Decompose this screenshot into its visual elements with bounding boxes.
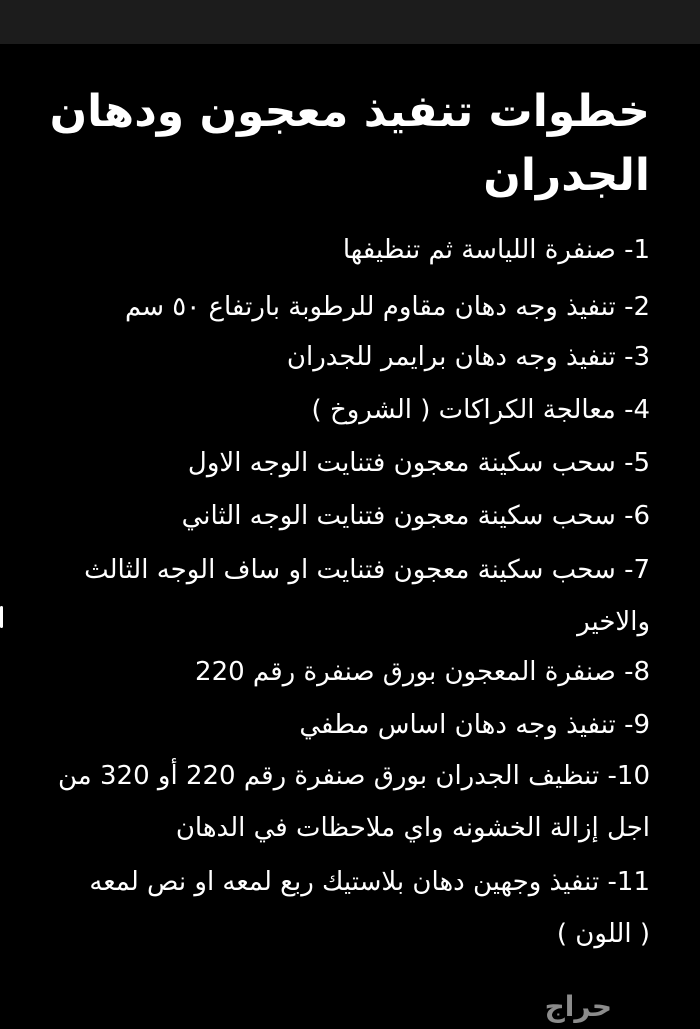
top-band bbox=[0, 0, 700, 44]
step-number: 7- bbox=[624, 555, 650, 585]
step-number: 3- bbox=[624, 342, 650, 372]
step-number: 8- bbox=[624, 657, 650, 687]
step-10-continuation: اجل إزالة الخشونه واي ملاحظات في الدهان bbox=[175, 813, 650, 843]
step-text: سحب سكينة معجون فتنايت الوجه الاول bbox=[187, 448, 616, 478]
step-11 bbox=[89, 866, 650, 898]
step-9 bbox=[299, 709, 650, 741]
step-number: 4- bbox=[624, 395, 650, 425]
step-7 bbox=[84, 554, 650, 586]
step-number: 10- bbox=[607, 761, 650, 791]
step-text: تنظيف الجدران بورق صنفرة رقم 220 أو 320 من bbox=[58, 761, 600, 791]
watermark-logo: حراج bbox=[544, 990, 612, 1023]
step-number: 1- bbox=[624, 235, 650, 265]
step-7-continuation: والاخير bbox=[577, 607, 650, 637]
step-3 bbox=[287, 341, 650, 373]
step-text: سحب سكينة معجون فتنايت الوجه الثاني bbox=[181, 501, 616, 531]
step-5 bbox=[188, 447, 650, 479]
step-text: معالجة الكراكات ( الشروخ ) bbox=[311, 395, 616, 425]
step-text: صنفرة اللياسة ثم تنظيفها bbox=[342, 235, 616, 265]
step-2 bbox=[125, 291, 650, 323]
step-text: سحب سكينة معجون فتنايت او ساف الوجه الثالث bbox=[84, 555, 616, 585]
step-1 bbox=[343, 234, 650, 266]
step-10 bbox=[58, 760, 650, 792]
step-number: 11- bbox=[607, 867, 650, 897]
step-text: تنفيذ وجه دهان برايمر للجدران bbox=[286, 342, 616, 372]
step-6 bbox=[182, 500, 650, 532]
page-title: خطوات تنفيذ معجون ودهان الجدران bbox=[49, 86, 650, 201]
step-11-continuation: ( اللون ) bbox=[556, 919, 650, 949]
step-number: 5- bbox=[624, 448, 650, 478]
step-text: تنفيذ وجهين دهان بلاستيك ربع لمعه او نص لمعه bbox=[89, 867, 600, 897]
step-text: تنفيذ وجه دهان اساس مطفي bbox=[299, 710, 616, 740]
step-text: صنفرة المعجون بورق صنفرة رقم 220 bbox=[195, 657, 616, 687]
cropped-glyph-mark bbox=[0, 606, 3, 628]
step-number: 6- bbox=[624, 501, 650, 531]
step-4 bbox=[312, 394, 650, 426]
post-image bbox=[0, 44, 700, 1029]
step-8 bbox=[195, 656, 650, 688]
step-number: 9- bbox=[624, 710, 650, 740]
step-number: 2- bbox=[624, 292, 650, 322]
step-text: تنفيذ وجه دهان مقاوم للرطوبة بارتفاع ٥٠ سم bbox=[124, 292, 616, 322]
